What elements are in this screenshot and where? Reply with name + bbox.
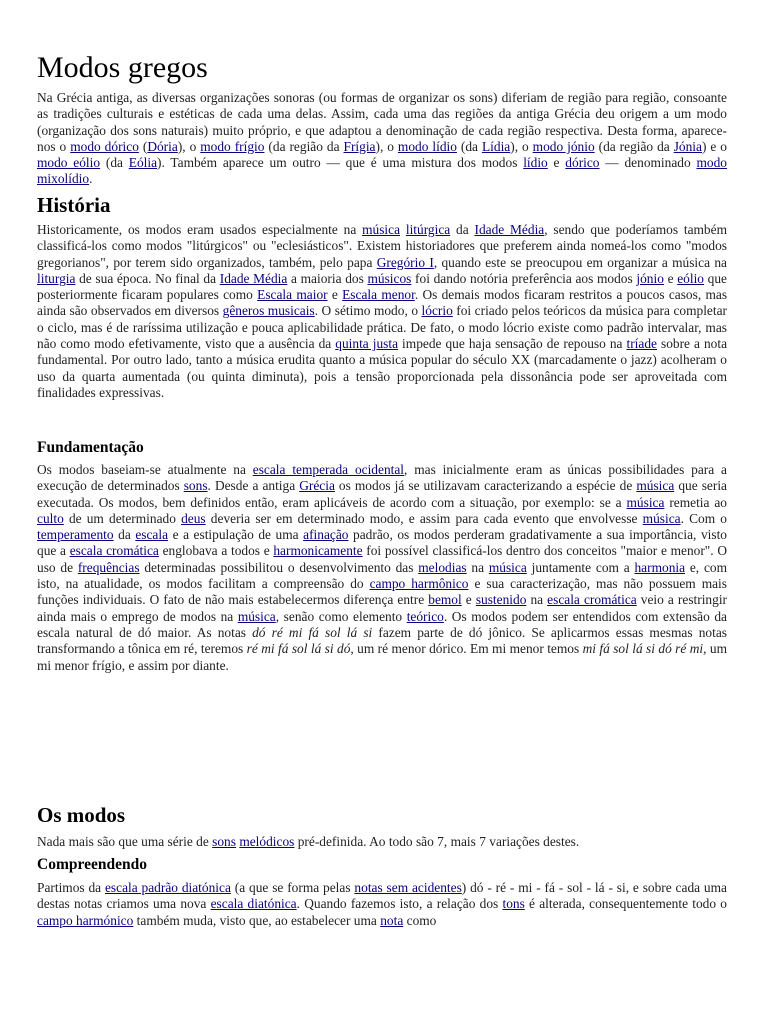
text-span: , sendo que poderíamos também classificá-los como modos "litúrgicos" ou "eclesiásticos". Existem historiadores que preferem ainda nomeá-los como "modos gregorianos", por terem sido organizados, também, pelo papa — [37, 222, 727, 270]
italic-notes: ré mi fá sol lá si dó — [246, 641, 351, 657]
text-span: . O sétimo modo, o — [314, 303, 422, 319]
link-idade-media[interactable]: Idade Média — [474, 222, 545, 237]
link-escala-cromatica[interactable]: escala cromática — [69, 543, 159, 559]
text-span: pré-definida. Ao todo são 7, mais 7 variações destes. — [294, 834, 580, 849]
link-melodias[interactable]: melodias — [418, 559, 467, 575]
section-heading-historia: História — [37, 193, 111, 217]
link-nota[interactable]: nota — [380, 912, 404, 928]
link-musica[interactable]: música — [237, 608, 276, 624]
text-span: englobava a todos e — [158, 543, 274, 559]
text-span: . Os modos podem ser entendidos com extensão da escala natural de dó maior. As notas — [37, 608, 727, 640]
link-temperamento[interactable]: temperamento — [37, 527, 114, 543]
text-span: , mas inicialmente eram as únicas possibilidades para a execução de determinados — [37, 462, 727, 494]
text-span: foi criado pelos teóricos da música para completar o ciclo, mas é de raríssima utilização e pouca aplicabilidade prática. De fato, o modo lócrio existe como padrão intervalar, mas não como modo efetivamente, visto que a ausência da — [37, 303, 728, 352]
text-span: e sua caracterização, mas não possuem mais funções individuais. O fato de não mais estabelecermos diferença entre — [37, 576, 727, 608]
link-liturgia[interactable]: liturgia — [37, 270, 76, 286]
text-span: (da — [456, 138, 482, 154]
link-frigia[interactable]: Frígia — [343, 138, 376, 154]
link-escala-diatonica[interactable]: escala diatónica — [210, 896, 297, 912]
compreendendo-paragraph — [37, 880, 727, 929]
link-triade[interactable]: tríade — [626, 336, 657, 352]
link-modo-jonio[interactable]: modo jónio — [532, 138, 595, 154]
link-modo-frigio[interactable]: modo frígio — [200, 138, 265, 154]
text-span: impede que haja sensação de repouso na — [398, 336, 627, 352]
section-heading-os-modos: Os modos — [37, 803, 126, 827]
text-span: de sua época. No final da — [75, 270, 220, 286]
text-span: e — [663, 270, 678, 286]
section-heading-fundamentacao: Fundamentação — [37, 439, 144, 456]
link-bemol[interactable]: bemol — [428, 592, 462, 608]
text-span: os modos já se utilizavam caracterizando a espécie de — [334, 478, 637, 494]
text-span: também muda, visto que, ao estabelecer uma — [133, 912, 381, 928]
link-modo-mixolidio[interactable]: modo mixolídio — [37, 155, 727, 187]
text-span: Partimos da — [37, 880, 105, 895]
link-quinta-justa[interactable]: quinta justa — [335, 336, 399, 352]
text-span: , senão como elemento — [275, 608, 407, 624]
link-eolio[interactable]: eólio — [677, 270, 704, 286]
text-span: Historicamente, os modos eram usados especialmente na — [37, 222, 363, 237]
link-jonio[interactable]: jónio — [636, 270, 664, 286]
text-span: . Os demais modos ficaram restritos a poucos casos, mas ainda são observados em diversos — [37, 287, 728, 319]
link-modo-eolio[interactable]: modo eólio — [37, 155, 101, 171]
text-span: , um mi menor frígio, e assim por diante. — [37, 641, 727, 673]
link-musica[interactable]: música — [488, 559, 527, 575]
intro-paragraph — [37, 90, 727, 188]
text-span: (da região da — [264, 138, 344, 154]
text-span: . — [89, 171, 93, 187]
italic-notes: mi fá sol lá si dó ré mi — [582, 641, 704, 657]
text-span: na — [466, 559, 489, 575]
text-span: ), o — [177, 138, 201, 154]
text-span: Nada mais são que uma série de — [37, 834, 213, 849]
link-sons[interactable]: sons — [212, 834, 236, 849]
link-teorico[interactable]: teórico — [406, 608, 444, 624]
text-span: na — [526, 592, 548, 608]
text-span: . Desde a antiga — [207, 478, 300, 494]
text-span: ), o — [375, 138, 398, 154]
link-liturgica[interactable]: litúrgica — [405, 222, 451, 237]
link-notas-sem-acidentes[interactable]: notas sem acidentes — [354, 880, 462, 895]
text-span: e a estipulação de uma — [168, 527, 304, 543]
link-afinacao[interactable]: afinação — [303, 527, 349, 543]
compreendendo-heading-block — [37, 855, 727, 874]
link-harmonicamente[interactable]: harmonicamente — [273, 543, 363, 559]
text-span: foi dando notória preferência aos modos — [411, 270, 637, 286]
text-span: (da região da — [594, 138, 674, 154]
text-span: sobre a nota fundamental. Por outro lado, tanto a música erudita quanto a música popular do século XX (marcadamente o jazz) acolheram o uso da quarta aumentada (ou quinta diminuta), pois a tensão proporcionada pela dissonância pode ser aproveitada com finalidades expressivas. — [37, 336, 728, 400]
text-span: , um ré menor dórico. Em mi menor temos — [350, 641, 583, 657]
link-escala-maior[interactable]: Escala maior — [257, 287, 328, 303]
text-span: remetia ao — [664, 494, 727, 510]
text-span: ), o — [510, 138, 533, 154]
text-span: . Quando fazemos isto, a relação dos — [296, 896, 503, 912]
text-span: (da — [100, 155, 129, 171]
link-tons[interactable]: tons — [502, 896, 525, 912]
text-span: e — [547, 155, 566, 171]
link-escala-temperada-ocidental[interactable]: escala temperada ocidental — [252, 462, 405, 477]
link-frequencias[interactable]: frequências — [77, 559, 140, 575]
link-lidio[interactable]: lídio — [523, 155, 548, 171]
link-sustenido[interactable]: sustenido — [475, 592, 527, 608]
historia-heading-block — [37, 193, 727, 217]
text-span: fazem parte de dó jônico. Se aplicarmos essas mesmas notas transformando a tônica em ré, teremos — [37, 624, 727, 657]
text-span: ( — [138, 138, 148, 154]
page-title: Modos gregos — [37, 51, 208, 84]
fundamentacao-heading-block — [37, 438, 727, 457]
link-grecia[interactable]: Grécia — [299, 478, 335, 494]
text-span: Os modos baseiam-se atualmente na — [37, 462, 253, 477]
fundamentacao-section — [37, 462, 727, 674]
text-span: ) dó - ré - mi - fá - sol - lá - si, e sobre cada uma destas notas criamos uma nova — [37, 880, 727, 912]
link-campo-harmonico[interactable]: campo harmônico — [369, 576, 469, 592]
link-jonia[interactable]: Jónia — [673, 138, 702, 154]
text-span: veio a restringir ainda mais o emprego de modos na — [37, 592, 728, 624]
link-gregorio-i[interactable]: Gregório I — [376, 254, 434, 270]
text-span: deveria ser em determinado modo, e assim para cada evento que envolvesse — [205, 510, 643, 526]
section-heading-compreendendo: Compreendendo — [37, 856, 147, 873]
text-span: . Com o — [680, 510, 727, 526]
text-span: ). Também aparece um outro — que é uma mistura dos modos — [157, 155, 524, 171]
os-modos-section — [37, 834, 727, 850]
text-span: e, com isto, na atualidade, os modos facilitam a compreensão do — [37, 559, 727, 592]
text-span: e — [327, 287, 343, 303]
link-generos-musicais[interactable]: gêneros musicais — [222, 303, 315, 319]
text-span: padrão, os modos perderam gradativamente a sua importância, visto que a — [37, 527, 727, 559]
text-span: como — [403, 912, 437, 928]
text-span: ) e o — [701, 138, 727, 154]
link-modo-dorico[interactable]: modo dórico — [70, 138, 139, 154]
link-locrio[interactable]: lócrio — [421, 303, 453, 319]
text-span: da — [113, 527, 136, 543]
text-span: (a que se forma pelas — [230, 880, 355, 895]
os-modos-heading-block — [37, 803, 727, 827]
text-span: Na Grécia antiga, as diversas organizações sonoras (ou formas de organizar os sons) diferiam de região para região, consoante as tradições culturais e estéticas de cada uma delas. Assim, cada uma das regiões da antiga Grécia deu origem a um modo (organização dos sons naturais) muito próprio, e que adaptou a denominação de cada região respectiva. Desta forma, aparece-nos o — [37, 90, 727, 154]
link-melodicos[interactable]: melódicos — [239, 834, 295, 849]
link-deus[interactable]: deus — [181, 510, 206, 526]
text-span: da — [450, 222, 475, 237]
italic-notes: dó ré mi fá sol lá si — [252, 624, 373, 640]
link-culto[interactable]: culto — [37, 510, 64, 526]
text-span: que seria executada. Os modos, bem definidos então, eram aplicáveis de acordo com a situação, por exemplo: se a — [37, 478, 727, 510]
link-harmonia[interactable]: harmonia — [634, 559, 686, 575]
text-span: é alterada, consequentemente todo o — [524, 896, 727, 912]
link-escala-cromatica[interactable]: escala cromática — [547, 592, 637, 608]
text-span: foi possível classificá-los dentro dos conceitos "maior e menor". O uso de — [37, 543, 727, 575]
text-span: — denominado — [599, 155, 697, 171]
link-musicos[interactable]: músicos — [367, 270, 412, 286]
link-lidia[interactable]: Lídia — [481, 138, 511, 154]
link-modo-lidio[interactable]: modo lídio — [397, 138, 457, 154]
text-span: e — [461, 592, 476, 608]
link-escala[interactable]: escala — [135, 527, 169, 543]
link-escala-menor[interactable]: Escala menor — [342, 287, 415, 303]
link-dorico[interactable]: dórico — [565, 155, 600, 171]
text-span: determinadas possibilitou o desenvolvimento das — [139, 559, 419, 575]
fundamentacao-paragraph — [37, 462, 727, 674]
link-idade-media[interactable]: Idade Média — [219, 270, 288, 286]
text-span: de um determinado — [63, 510, 182, 526]
historia-paragraph — [37, 222, 727, 401]
link-musica[interactable]: música — [636, 478, 675, 494]
os-modos-paragraph — [37, 834, 727, 850]
historia-section — [37, 222, 727, 401]
text-span: a maioria dos — [287, 270, 368, 286]
intro-section — [37, 90, 727, 188]
text-span: que posteriormente ficaram populares como — [37, 270, 728, 303]
link-escala-padrao-diatonica[interactable]: escala padrão diatónica — [104, 880, 231, 895]
link-doria[interactable]: Dória — [147, 138, 178, 154]
compreendendo-section — [37, 880, 727, 929]
link-musica[interactable]: música — [362, 222, 401, 237]
article-header — [37, 52, 727, 84]
text-span: , quando este se preocupou em organizar a música na — [433, 254, 727, 270]
link-musica[interactable]: música — [626, 494, 665, 510]
text-span: juntamente com a — [526, 559, 635, 575]
link-musica[interactable]: música — [642, 510, 681, 526]
link-eolia[interactable]: Eólia — [128, 155, 158, 171]
link-campo-harmonico[interactable]: campo harmónico — [37, 912, 134, 928]
link-sons[interactable]: sons — [183, 478, 208, 494]
